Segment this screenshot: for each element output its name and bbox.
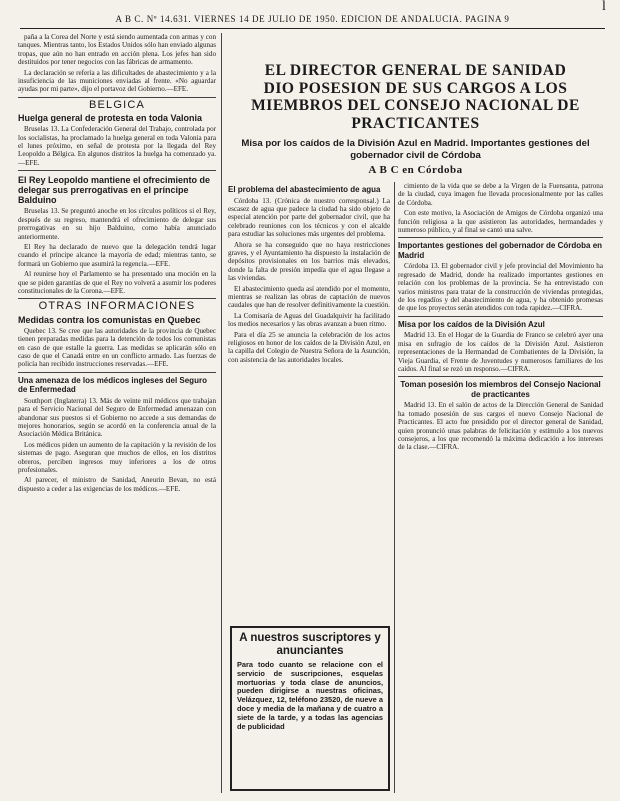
divider — [18, 97, 216, 98]
otras-section-label: OTRAS INFORMACIONES — [38, 300, 196, 313]
divider — [398, 237, 603, 238]
main-headline-line: MIEMBROS DEL CONSEJO NACIONAL DE — [251, 97, 580, 114]
middle-column — [228, 182, 390, 622]
leopoldo-paragraph-2: El Rey ha declarado de nuevo que la delegación tendrá lugar cuando el príncipe alcance la mayoría de edad; mientras tanto, se formará un Gobierno que asumirá la regencia.—EFE. — [18, 242, 216, 268]
agua-paragraph-2: Ahora se ha conseguido que no haya restricciones graves, y el Ayuntamiento ha dispuesto la instalación de depósitos provisionales en los barrios más elevados, donde la falta de presión impedía que el agua llegase a las viviendas. — [228, 240, 390, 283]
medicos-paragraph-1: Southport (Inglaterra) 13. Más de veinte mil médicos que trabajan para el Servicio Nacional del Seguro de Enfermedad amenazan con abandonar sus puestos si el Gobierno no accede a sus demandas de mejores honorarios, según se acordó en la conferencia anual de la Asociación Médica Británica. — [18, 396, 216, 439]
medicos-headline: Una amenaza de los médicos ingleses del Seguro de Enfermedad — [18, 375, 207, 395]
header-text: A B C. Nº 14.631. VIERNES 14 DE JULIO DE 1950. EDICION DE ANDALUCIA. PAGINA 9 — [115, 14, 510, 24]
page-mark: l — [602, 0, 606, 14]
notice-title: A nuestros suscriptores y anunciantes — [239, 632, 381, 657]
agua-paragraph-3: El abastecimiento queda así atendido por el momento, mientras se realizan las obras de captación de nuevos caudales que han de resolver definitivamente la cuestión. — [228, 284, 390, 310]
agua-paragraph-1: Córdoba 13. (Crónica de nuestro corresponsal.) La escasez de agua que padece la ciudad ha sido objeto de especial atención por parte del gobernador civil, que ha celebrado reuniones con los técnicos y con el alcalde para estudiar las soluciones más urgentes del problema. — [228, 196, 390, 239]
main-headline-line: DIO POSESION DE SUS CARGOS A LOS — [263, 79, 568, 97]
column-rule-right — [394, 182, 395, 793]
gestiones-text: Córdoba 13. El gobernador civil y jefe provincial del Movimiento ha regresado de Madrid, donde ha realizado importantes gestiones en relación con los problemas de la provincia. Se ha entrevistado con varios ministros para tratar de la construcción de viviendas protegidas, de los regadíos y del abastecimiento de agua, y ha obtenido promesas de que los proyectos serán atendidos con toda rapidez.—CIFRA. — [398, 262, 603, 313]
medicos-paragraph-3: Al parecer, el ministro de Sanidad, Aneurin Bevan, no está dispuesto a ceder a las exigencias de los médicos.—EFE. — [18, 476, 216, 493]
leopoldo-paragraph-3: Al reunirse hoy el Parlamento se ha presentado una moción en la que se piden garantías de que el Rey no volverá a asumir los poderes constitucionales de la Corona.—EFE. — [18, 270, 216, 295]
section-title-cordoba: A B C en Córdoba — [368, 164, 463, 176]
right-column — [398, 182, 603, 792]
right-intro-2: Con este motivo, la Asociación de Amigos de Córdoba organizó una función religiosa a la que asistieron las autoridades, hermandades y numeroso público, y al final se cantó una salve. — [398, 209, 603, 235]
belgica-headline: Huelga general de protesta en toda Valonia — [18, 113, 203, 124]
column-rule-left — [221, 33, 222, 793]
subscribers-notice-box — [230, 626, 390, 791]
left-column — [18, 33, 216, 793]
main-headline-line: PRACTICANTES — [351, 114, 480, 132]
gestiones-headline: Importantes gestiones del gobernador de Córdoba en Madrid — [398, 241, 603, 260]
practicantes-headline: Toman posesión los miembros del Consejo Nacional de practicantes — [400, 380, 601, 399]
notice-text: Para todo cuanto se relacione con el servicio de suscripciones, esquelas mortuorias y toda clase de anuncios, pueden dirigirse a nuestras oficinas, Velázquez, 12, teléfono 23520, de nueve a doce y media de la mañana y de cuatro a siete de la tarde, y a todas las agencias de publicidad — [237, 660, 383, 731]
practicantes-text: Madrid 13. En el salón de actos de la Dirección General de Sanidad ha tomado posesión de sus cargos el nuevo Consejo Nacional de Practicantes. El acto fue presidido por el director general de Sanidad, quien pronunció unas palabras de felicitación y estímulo a los nuevos consejeros, a los que recomendó la máxima dedicación a los intereses de la clase.—CIFRA. — [398, 401, 603, 452]
right-intro-1: cimiento de la vida que se debe a la Virgen de la Fuensanta, patrona de la ciudad, cuya imagen fue llevada procesionalmente por las calles de Córdoba. — [398, 182, 603, 207]
left-intro-2: La declaración se refería a las dificultades de abastecimiento y a la insuficiencia de las municiones enviadas al frente. «No aguardar ayudas por mi parte», dijo el portavoz del Gobierno.—EFE. — [18, 68, 216, 94]
main-headline-line: EL DIRECTOR GENERAL DE SANIDAD — [264, 62, 567, 79]
misa-headline: Misa por los caídos de la División Azul — [398, 319, 545, 329]
divider — [18, 372, 216, 373]
medicos-paragraph-2: Los médicos piden un aumento de la capitación y la revisión de los sistemas de pago. Aseguran que muchos de ellos, en los distritos obreros, perciben ingresos muy inferiores a los de otros profesionales. — [18, 440, 216, 475]
leopoldo-paragraph-1: Bruselas 13. Se preguntó anoche en los círculos políticos si el Rey, después de su regreso, mantendrá el ofrecimiento de delegar sus prerrogativas en su hijo Balduino, como había anunciado anteriormente. — [18, 207, 216, 241]
divider — [398, 316, 603, 317]
misa-text: Madrid 13. En el Hogar de la Guardia de Franco se celebró ayer una misa en sufragio de los caídos de la División Azul. Asistieron representaciones de la Hermandad de Combatientes de la División, la Vieja Guardia, el Frente de Juventudes y numerosos familiares de los caídos. Al final se rezó un responso.—CIFRA. — [398, 331, 603, 373]
quebec-headline: Medidas contra los comunistas en Quebec — [18, 314, 201, 325]
belgica-text: Bruselas 13. La Confederación General del Trabajo, controlada por los socialistas, ha proclamado la huelga general en toda Valonia para el lunes próximo, en señal de protesta por la llegada del Rey Leopoldo a Bélgica. En algunos distritos la huelga ha comenzado ya.—EFE. — [18, 125, 216, 167]
agua-paragraph-5: Para el día 25 se anuncia la celebración de los actos religiosos en honor de los caídos de la División Azul, en la capilla del Colegio de Nuestra Señora de la Asunción, con asistencia de las autoridades locales. — [228, 330, 390, 364]
agua-paragraph-4: La Comisaría de Aguas del Guadalquivir ha facilitado los medios necesarios y las obras avanzan a buen ritmo. — [228, 311, 390, 329]
main-subheadline: Misa por los caídos de la División Azul en Madrid. Importantes gestiones del gobernador civil de Córdoba — [241, 138, 590, 161]
page-header — [20, 12, 605, 29]
leopoldo-headline: El Rey Leopoldo mantiene el ofrecimiento de delegar sus prerrogativas en el príncipe Balduino — [18, 175, 211, 206]
quebec-text: Quebec 13. Se cree que las autoridades de la provincia de Quebec tienen preparadas medidas para la detención de todos los comunistas en caso de que estalle la guerra. Las medidas se aplicarán sólo en caso de que el Canadá entre en un conflicto armado. Las fuerzas de policía han recibido instrucciones reservadas.—EFE. — [18, 326, 216, 369]
divider — [398, 376, 603, 377]
divider — [18, 170, 216, 171]
belgica-section-label: BELGICA — [88, 98, 146, 111]
left-intro-1: paña a la Corea del Norte y está siendo aumentada con armas y con tanques. Mientras tanto, los Estados Unidos sólo han enviado algunas tropas, que aún no han entrado en acción plena. Los jefes han sido destituidos por tener negocios con las fábricas de armamento. — [18, 33, 216, 67]
main-headline — [228, 62, 603, 132]
divider — [18, 298, 216, 299]
agua-headline: El problema del abastecimiento de agua — [228, 185, 381, 194]
